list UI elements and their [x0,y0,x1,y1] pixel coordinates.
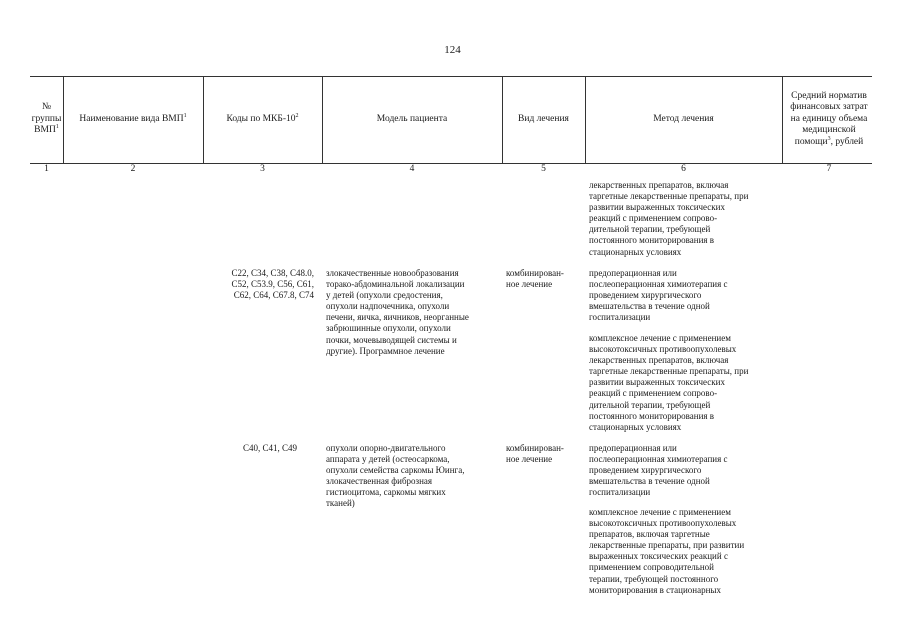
header-treatment-method: Метод лечения [653,113,714,124]
row1-patient-model: злокачественные новообразования торако-абдоминальной локализации у детей (опухоли средостения, опухоли надпочечника, опухоли печени, яичка, яичников, неорганные забрюшинные опухоли, опухоли почки, мочевыводящей системы и другие). Программное лечение [326,268,469,356]
row1-method-complex: комплексное лечение с применением высокотоксичных противоопухолевых лекарственных препаратов, включая таргетные лекарственные препараты, при развитии выраженных токсических реакций с применением сопрово- дительной терапии, требующей постоянного мониторирования в стационарных условиях [589,333,749,432]
header-vmp-name: Наименование вида ВМП$^1$ [79,112,187,124]
column-number: 2 [130,164,136,174]
row1-method-preop: предоперационная или послеоперационная химиотерапия с проведением хирургического вмешательства в течение одной госпитализации [589,268,728,323]
header-cost-norm: Средний норматив финансовых затрат на единицу объема медицинской помощи$^3$, рублей [790,90,868,147]
row2-treatment-type: комбинирован- ное лечение [506,443,564,465]
column-number: 3 [260,164,265,174]
column-number: 1 [44,164,49,174]
column-number: 6 [681,164,686,174]
header-patient-model: Модель пациента [376,113,448,124]
row2-patient-model: опухоли опорно-двигательного аппарата у детей (остеосаркома, опухоли семейства саркомы Юинга, злокачественная фиброзная гистиоцитома, саркомы мягких тканей) [326,443,465,509]
column-number: 7 [826,164,832,174]
header-group-number: № группы ВМП$^1$ [31,102,62,136]
column-divider [782,76,783,163]
row2-method-complex: комплексное лечение с применением высокотоксичных противоопухолевых препаратов, включая таргетные лекарственные препараты, при развитии выраженных токсических реакций с применением сопроводительной терапии, требующей постоянного мониторирования в стационарных [589,507,745,595]
row1-icd-codes: C22, C34, C38, C48.0, C52, C53.9, C56, C61, C62, C64, C67.8, C74 [231,268,314,301]
column-number: 4 [409,164,415,174]
column-number: 5 [541,164,546,174]
header-icd-codes: Коды по МКБ-$10^2$ [226,112,299,124]
page-number: 124 [444,44,461,56]
header-treatment-type: Вид лечения [518,113,569,124]
row2-method-preop: предоперационная или послеоперационная химиотерапия с проведением хирургического вмешательства в течение одной госпитализации [589,443,728,498]
row2-icd-codes: C40, C41, C49 [242,443,297,453]
continued-method-text: лекарственных препаратов, включая таргетные лекарственные препараты, при развитии выраженных токсических реакций с применением сопрово- дительной терапии, требующей постоянного мониторирования в стационарных условиях [589,180,749,257]
row1-treatment-type: комбинирован- ное лечение [506,268,564,290]
